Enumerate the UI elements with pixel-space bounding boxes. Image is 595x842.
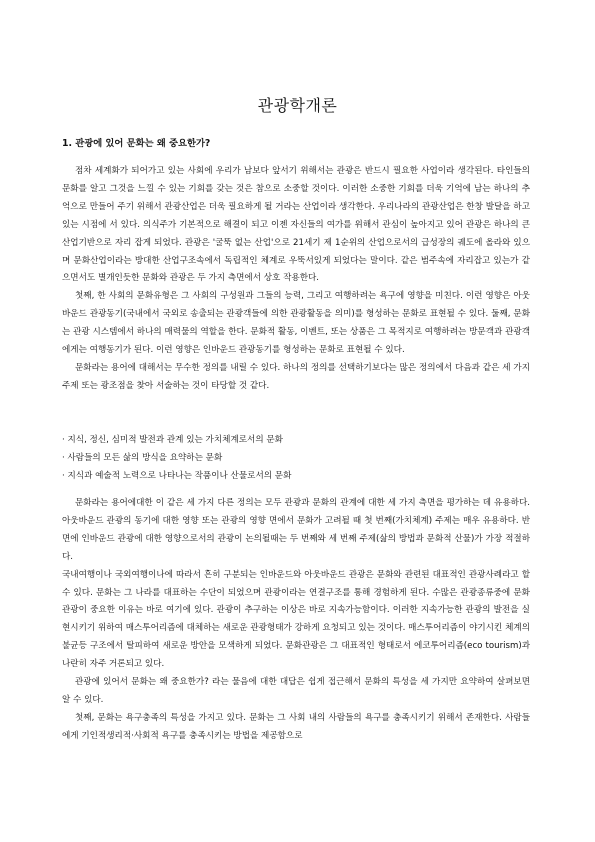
bullet-item-1: · 지식, 정신, 심미적 발전과 관계 있는 가치체계로서의 문화 bbox=[62, 435, 283, 445]
paragraph-2: 첫째, 한 사회의 문화유형은 그 사회의 구성원과 그들의 능력, 그리고 여행하려는 욕구에 영향을 미친다. 이런 영향은 아웃바운드 관광동기(국내에서 국외로 송출되는 관광객들에 의한 관광활동을 의미)를 형성하는 문화로 표현될 수 있다. 둘째, 문화는 관광 시스템에서 하나의 매력물의 역할을 한다. 문화적 활동, 이벤트, 또는 상품은 그 목적지로 여행하려는 방문객과 관광객에게는 여행동기가 된다. 이런 영향은 인바운드 관광동기를 형성하는 문화로 표현될 수 있다. bbox=[62, 291, 530, 356]
bullet-item-3: · 지식과 예술적 노력으로 나타나는 작품이나 산물로서의 문화 bbox=[62, 471, 292, 482]
body-block-2 bbox=[62, 495, 530, 746]
paragraph-7: 첫째, 문화는 욕구충족의 특성을 가지고 있다. 문화는 그 사회 내의 사람들의 욕구를 충족시키기 위해서 존재한다. 사람들에게 기인적생리적·사회적 욕구를 충족시키는 방법을 제공함으로 bbox=[62, 712, 530, 741]
paragraph-5: 국내여행이나 국외여행이나에 따라서 흔히 구분되는 인바운드와 아웃바운드 관광은 문화와 관련된 대표적인 관광사례라고 할 수 있다. 문화는 그 나라를 대표하는 수단이 되었으며 관광이라는 연결구조를 통해 경험하게 된다. 수많은 관광종류중에 문화관광이 중요한 이유는 바로 여기에 있다. 관광이 추구하는 이상은 바로 지속가능함이다. 이러한 지속가능한 관광의 발전을 실현시키기 위하여 매스투어리즘에 대체하는 새로운 관광형태가 강하게 요청되고 있는 것이다. 매스투어리즘이 야기시킨 체계의 불균등 구조에서 탈피하여 새로운 방안을 모색하게 되었다. 문화관광은 그 대표적인 형태로서 에코투어리즘(eco tourism)과 나란히 자주 거론되고 있다. bbox=[62, 569, 530, 670]
body-block-1 bbox=[62, 163, 530, 396]
bullet-list bbox=[62, 431, 530, 486]
bullet-item-2: · 사람들의 모든 삶의 방식을 요약하는 문화 bbox=[62, 453, 223, 464]
paragraph-1: 점차 세계화가 되어가고 있는 사회에 우리가 남보다 앞서기 위해서는 관광은 반드시 필요한 사업이라 생각된다. 타인들의 문화를 알고 그것을 느낄 수 있는 기회를 갖는 것은 참으로 소중할 것이다. 이러한 소중한 기회를 더욱 기억에 남는 하나의 추억으로 만들어 주기 위해서 관광산업은 더욱 필요하게 될 거라는 산업이라 생각한다. 우리나라의 관광산업은 한창 발달을 하고 있는 시점에 서 있다. 의식주가 기본적으로 해결이 되고 이젠 자신들의 여가를 위해서 관심이 높아지고 있어 관광은 하나의 큰 산업기반으로 자리 잡게 되었다. 관광은 '굴뚝 없는 산업'으로 21세기 제 1순위의 산업으로서의 급성장의 궤도에 올라와 있으며 문화산업이라는 방대한 산업구조속에서 독립적인 체계로 우뚝서있게 되었다는 말이다. 같은 범주속에 자리잡고 있는가 같으면서도 별개인듯한 문화와 관광은 두 가지 측면에서 상호 작용한다. bbox=[62, 166, 530, 284]
paragraph-4: 문화라는 용어에대한 이 같은 세 가지 다른 정의는 모두 관광과 문화의 관계에 대한 세 가지 측면을 평가하는 데 유용하다. 아웃바운드 관광의 동기에 대한 영향 또는 관광의 영향 면에서 문화가 고려될 때 첫 번째(가치체계) 주제는 매우 유용하다. 반면에 인바운드 관광에 대한 영향으로서의 관광이 논의될때는 두 번째와 세 번째 주제(삶의 방법과 문화적 산물)가 가장 적절하다. bbox=[62, 498, 530, 562]
paragraph-3: 문화라는 용어에 대해서는 무수한 정의를 내릴 수 있다. 하나의 정의를 선택하기보다는 많은 정의에서 다음과 같은 세 가지 주제 또는 광조점을 찾아 서술하는 것이 타당할 것 같다. bbox=[62, 362, 530, 391]
document-title: 관광학개론 bbox=[257, 96, 338, 115]
section-heading: 1. 관광에 있어 문화는 왜 중요한가? bbox=[62, 138, 211, 149]
paragraph-6: 관광에 있어서 문화는 왜 중요한가? 라는 물음에 대한 대답은 쉽게 접근해서 문화의 특성을 세 가지만 요약하여 살펴보면 알 수 있다. bbox=[62, 677, 530, 705]
